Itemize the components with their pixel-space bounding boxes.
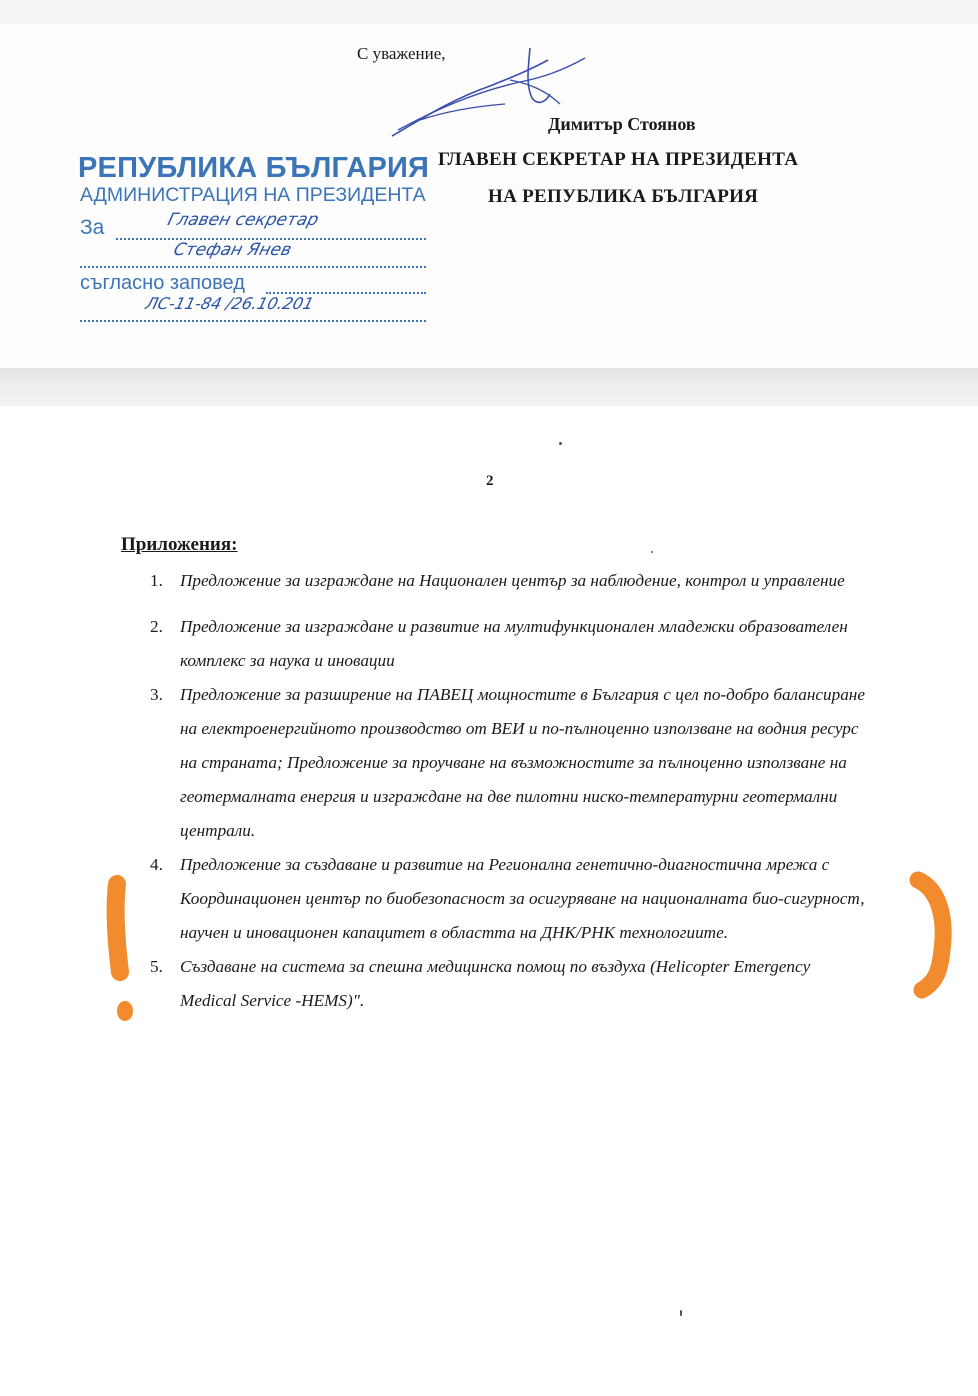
list-item	[150, 678, 870, 848]
stamp-order-label: съгласно заповед	[80, 272, 245, 294]
item-text: Предложение за създаване и развитие на Регионална генетично-диагностична мрежа с Координационен център по биобезопасност за осигуряване на националната био-сигурност, научен и иновационен капацитет в областта на ДНК/РНК технологиите.	[180, 855, 865, 942]
signer-title-line1: ГЛАВЕН СЕКРЕТАР НА ПРЕЗИДЕНТА	[438, 149, 799, 170]
administration-stamp	[76, 150, 436, 330]
list-item	[150, 848, 870, 950]
scan-speck	[651, 551, 653, 553]
signer-name: Димитър Стоянов	[548, 114, 696, 134]
list-item	[150, 610, 870, 678]
stamp-administration-line: АДМИНИСТРАЦИЯ НА ПРЕЗИДЕНТА	[80, 184, 426, 206]
item-number: 2.	[150, 617, 163, 636]
letter-page-top	[0, 0, 978, 368]
signer-title-line2: НА РЕПУБЛИКА БЪЛГАРИЯ	[488, 186, 759, 207]
stamp-dotted-line	[80, 266, 426, 268]
stamp-dotted-line	[80, 320, 426, 322]
item-number: 4.	[150, 855, 163, 874]
scan-speck	[559, 442, 562, 445]
item-number: 3.	[150, 685, 163, 704]
stamp-republic-line: РЕПУБЛИКА БЪЛГАРИЯ	[78, 152, 430, 184]
list-item	[150, 950, 870, 1018]
page-number: 2	[486, 473, 494, 489]
attachments-heading: Приложения:	[121, 534, 238, 555]
attachments-list	[150, 564, 870, 1018]
list-item	[150, 564, 870, 598]
item-number: 5.	[150, 957, 163, 976]
handwritten-addressee: Главен секретар	[165, 210, 321, 230]
item-text: Предложение за разширение на ПАВЕЦ мощностите в България с цел по-добро балансиране на електроенергийното производство от ВЕИ и по-пълноценно използване на водния ресурс на страната; Предложение за проучване на възможностите за пълноценно използване на геотермалната енергия и изграждане на две пилотни ниско-температурни геотермални централи.	[180, 685, 865, 840]
scan-speck	[680, 1310, 682, 1316]
handwritten-name: Стефан Янев	[171, 240, 294, 260]
item-text: Предложение за изграждане и развитие на мултифункционален младежки образователен комплекс за наука и иновации	[180, 617, 848, 670]
stamp-for-label: За	[80, 216, 105, 239]
page-top-border	[0, 0, 978, 24]
item-text: Създаване на система за спешна медицинска помощ по въздуха (Helicopter Emergency Medical Service -HEMS)".	[180, 957, 811, 1010]
handwritten-order-number: ЛС-11-84 /26.10.201	[143, 294, 316, 313]
page-separator	[0, 368, 978, 406]
item-text: Предложение за изграждане на Национален център за наблюдение, контрол и управление	[180, 571, 845, 590]
closing-text: С уважение,	[357, 44, 446, 63]
item-number: 1.	[150, 571, 163, 590]
